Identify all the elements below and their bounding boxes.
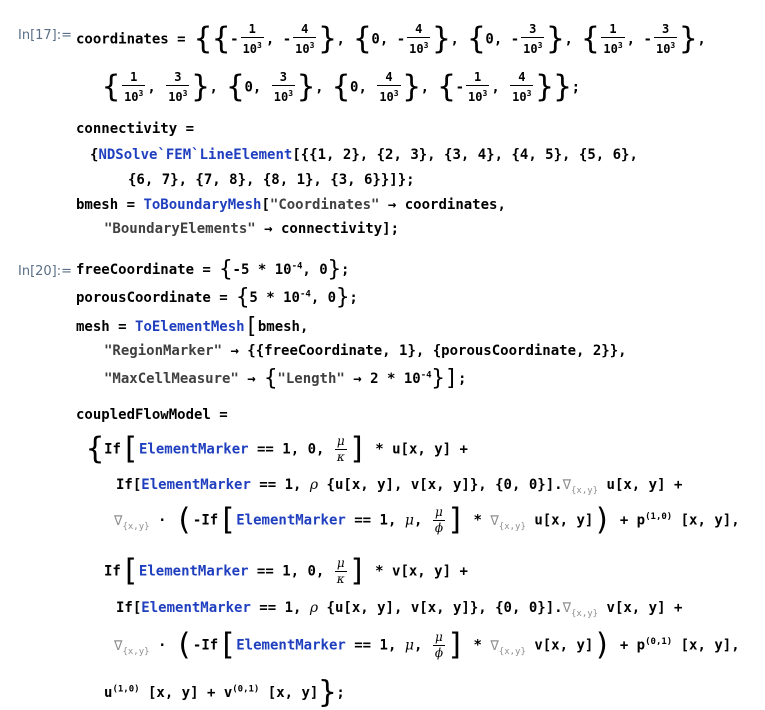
code-line-lineelement-2[interactable]: {6, 7}, {7, 8}, {8, 1}, {3, 6}}]}; <box>128 172 415 188</box>
code-line-mesh-1[interactable]: mesh = ToElementMesh[bmesh, <box>76 314 309 339</box>
code-line-bmesh-2[interactable]: "BoundaryElements" → connectivity]; <box>104 221 400 237</box>
code-line-model-2[interactable]: If[ElementMarker == 1, ρ {u[x, y], v[x, y]}, {0, $0\}].\nabla_{\{x,y\}}$ u[x, y] + <box>116 477 683 496</box>
code-line-mesh-2[interactable]: "RegionMarker" → {{freeCoordinate, 1}, {porousCoordinate, 2}}, <box>104 343 627 359</box>
code-line-porouscoordinate[interactable]: porousCoordinate = {$5 * 10^{-4}$, 0}; <box>76 285 358 310</box>
cell-label-in20: In[20]:= <box>18 264 73 279</box>
code-line-model-3[interactable]: $\nabla_{\{x,y\}}$ · (-If[ElementMarker == 1, μ, $\frac{\mu}{\phi}$ ] * $\nabla_{\{x,y\}}$ u[x, $y]) + p^{(1,0)}$ [x, y], <box>114 502 740 538</box>
code-line-coupledflowmodel[interactable]: coupledFlowModel = <box>76 407 228 423</box>
code-line-coordinates-2[interactable]: { $\frac{1}{10^3}$ , $\frac{3}{10^3}$ }, {0, $\frac{3}{10^3}$ }, {0, $\frac{4}{10^3}$ }, {- $\frac{1}{10^3}$ , $\frac{4}{10^3}$ }}; <box>102 69 581 105</box>
code-line-lineelement-1[interactable]: {NDSolve`FEM`LineElement[{{1, 2}, {2, 3}, {3, 4}, {4, 5}, {5, 6}, <box>90 147 638 163</box>
code-line-model-7[interactable]: $u^{(1,0)}$ [x, $y] + v^{(0,1)}$ [x, y]}; <box>104 675 345 710</box>
code-line-model-6[interactable]: $\nabla_{\{x,y\}}$ · (-If[ElementMarker == 1, μ, $\frac{\mu}{\phi}$ ] * $\nabla_{\{x,y\}}$ v[x, $y]) + p^{(0,1)}$ [x, y], <box>114 627 740 663</box>
code-line-freecoordinate[interactable]: freeCoordinate = {$-5 * 10^{-4}$, 0}; <box>76 257 350 282</box>
code-line-model-4[interactable]: If[ElementMarker == 1, 0, $\frac{\mu}{\kappa}$ ] * v[x, y] + <box>104 553 468 589</box>
code-line-connectivity[interactable]: connectivity = <box>76 121 195 137</box>
code-line-bmesh-1[interactable]: bmesh = ToBoundaryMesh["Coordinates" → coordinates, <box>76 197 506 213</box>
cell-label-in17: In[17]:= <box>18 28 73 43</box>
code-line-model-5[interactable]: If[ElementMarker == 1, ρ {u[x, y], v[x, y]}, {0, $0\}].\nabla_{\{x,y\}}$ v[x, y] + <box>116 600 683 619</box>
code-line-mesh-3[interactable]: "MaxCellMeasure" → {"Length" → $2 * 10^{-4}$}]; <box>104 366 467 391</box>
code-line-model-1[interactable]: {If[ElementMarker == 1, 0, $\frac{\mu}{\kappa}$ ] * u[x, y] + <box>86 431 468 467</box>
code-line-coordinates-1[interactable]: coordinates = {{- $\frac{1}{10^3}$ , - $\frac{4}{10^3}$ }, {0, - $\frac{4}{10^3}$ }, {0, - $\frac{3}{10^3}$ }, { $\frac{1}{10^3}$ , - $\frac{3}{10^3}$ }, <box>76 21 706 57</box>
